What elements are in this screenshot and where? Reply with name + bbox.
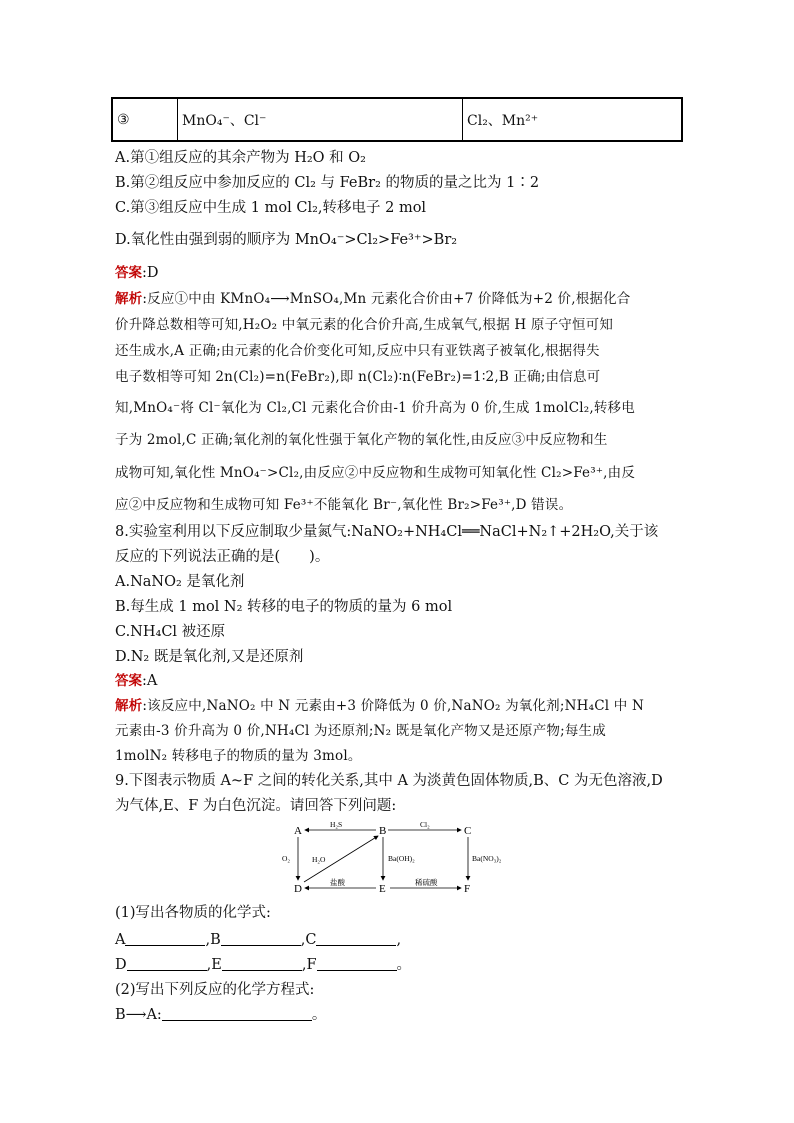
node-f: F <box>464 883 471 895</box>
analysis-text: :该反应中,NaNO₂ 中 N 元素由+3 价降低为 0 价,NaNO₂ 为氧化剂;NH₄Cl 中 N <box>142 698 644 714</box>
q8-analysis-line: 元素由-3 价升高为 0 价,NH₄Cl 为还原剂;N₂ 既是氧化产物又是还原产物;每生成 <box>115 723 606 739</box>
q8-option-c: C.NH₄Cl 被还原 <box>115 624 226 640</box>
label-baoh2: Ba(OH)₂ <box>388 854 415 863</box>
analysis-line: 价升降总数相等可知,H₂O₂ 中氧元素的化合价升高,生成氧气,根据 H 原子守恒可知 <box>115 317 614 333</box>
table-cell-products: Cl₂、Mn²⁺ <box>463 98 683 141</box>
table-cell-num: ③ <box>112 98 178 141</box>
q8-option-a: A.NaNO₂ 是氧化剂 <box>115 574 245 590</box>
blank-label: A <box>115 932 126 948</box>
question-8-stem: 8.实验室利用以下反应制取少量氮气:NaNO₂+NH₄Cl══NaCl+N₂↑+2H₂O,关于该 <box>115 524 659 540</box>
blank-reaction[interactable] <box>162 1006 312 1021</box>
q8-analysis-line <box>115 696 644 716</box>
part-2-prompt: (2)写出下列反应的化学方程式: <box>115 982 315 998</box>
reaction-line <box>115 1005 326 1025</box>
reaction-table <box>111 97 683 142</box>
blank-label: ,B <box>205 932 221 948</box>
label-h2so4: 稀硫酸 <box>415 878 438 887</box>
question-9-stem: 为气体,E、F 为白色沉淀。请回答下列问题: <box>115 798 397 814</box>
blank-d[interactable] <box>127 956 207 971</box>
analysis-line: 成物可知,氧化性 MnO₄⁻>Cl₂,由反应②中反应物和生成物可知氧化性 Cl₂>Fe³⁺,由反 <box>115 465 636 481</box>
label-o2: O₂ <box>282 854 291 863</box>
conversion-diagram <box>280 818 520 898</box>
node-d: D <box>294 883 302 895</box>
q8-option-b: B.每生成 1 mol N₂ 转移的电子的物质的量为 6 mol <box>115 599 453 615</box>
blank-a[interactable] <box>125 931 205 946</box>
node-e: E <box>379 883 386 895</box>
blanks-row <box>115 930 401 950</box>
reaction-end: 。 <box>311 1007 327 1023</box>
q8-analysis-line: 1molN₂ 转移电子的物质的量为 3mol。 <box>115 748 362 764</box>
option-d: D.氧化性由强到弱的顺序为 MnO₄⁻>Cl₂>Fe³⁺>Br₂ <box>115 232 458 248</box>
blank-e[interactable] <box>222 956 302 971</box>
label-h2s: H₂S <box>330 820 343 829</box>
analysis-line: 子为 2mol,C 正确;氧化剂的氧化性强于氧化产物的氧化性,由反应③中反应物和生 <box>115 432 608 448</box>
analysis-line: 知,MnO₄⁻将 Cl⁻氧化为 Cl₂,Cl 元素化合价由-1 价升高为 0 价,生成 1molCl₂,转移电 <box>115 400 635 416</box>
question-8-stem: 反应的下列说法正确的是( )。 <box>115 549 330 565</box>
analysis-line: 还生成水,A 正确;由元素的化合价变化可知,反应中只有亚铁离子被氧化,根据得失 <box>115 343 600 359</box>
label-h2o: H₂O <box>312 855 326 864</box>
analysis-label: 解析 <box>115 291 143 307</box>
question-9-stem: 9.下图表示物质 A~F 之间的转化关系,其中 A 为淡黄色固体物质,B、C 为无色溶液,D <box>115 773 663 789</box>
answer-value: :D <box>142 265 159 281</box>
answer-label: 答案 <box>115 265 142 281</box>
analysis-line: 应②中反应物和生成物可知 Fe³⁺不能氧化 Br⁻,氧化性 Br₂>Fe³⁺,D 错误。 <box>115 497 573 513</box>
analysis-line: 电子数相等可知 2n(Cl₂)=n(FeBr₂),即 n(Cl₂)∶n(FeBr₂)=1∶2,B 正确;由信息可 <box>115 369 601 385</box>
q8-answer-line <box>115 671 157 691</box>
blank-label: 。 <box>396 957 412 973</box>
blank-b[interactable] <box>221 931 301 946</box>
blank-label: , <box>396 932 402 948</box>
label-cl2: Cl₂ <box>420 820 430 829</box>
analysis-line <box>115 289 631 309</box>
blank-label: ,E <box>206 957 222 973</box>
analysis-text: :反应①中由 KMnO₄⟶MnSO₄,Mn 元素化合价由+7 价降低为+2 价,根据化合 <box>142 291 631 307</box>
blank-c[interactable] <box>316 931 396 946</box>
blank-label: D <box>115 957 127 973</box>
blank-f[interactable] <box>317 956 397 971</box>
answer-line <box>115 263 159 283</box>
answer-value: :A <box>142 673 158 689</box>
option-b: B.第②组反应中参加反应的 Cl₂ 与 FeBr₂ 的物质的量之比为 1∶2 <box>115 175 540 191</box>
table-cell-reactants: MnO₄⁻、Cl⁻ <box>178 98 463 141</box>
part-1-prompt: (1)写出各物质的化学式: <box>115 905 271 921</box>
node-a: A <box>294 825 302 837</box>
blanks-row <box>115 955 411 975</box>
node-c: C <box>464 825 472 837</box>
analysis-label: 解析 <box>115 698 143 714</box>
q8-option-d: D.N₂ 既是氧化剂,又是还原剂 <box>115 649 304 665</box>
option-c: C.第③组反应中生成 1 mol Cl₂,转移电子 2 mol <box>115 200 427 216</box>
answer-label: 答案 <box>115 673 142 689</box>
table-row <box>112 98 682 141</box>
label-bano32: Ba(NO₃)₂ <box>472 854 502 863</box>
blank-label: ,F <box>301 957 317 973</box>
reaction-label: B⟶A: <box>115 1007 162 1023</box>
node-b: B <box>379 825 387 837</box>
blank-label: ,C <box>300 932 317 948</box>
option-a: A.第①组反应的其余产物为 H₂O 和 O₂ <box>115 150 366 166</box>
label-hcl: 盐酸 <box>330 878 345 887</box>
